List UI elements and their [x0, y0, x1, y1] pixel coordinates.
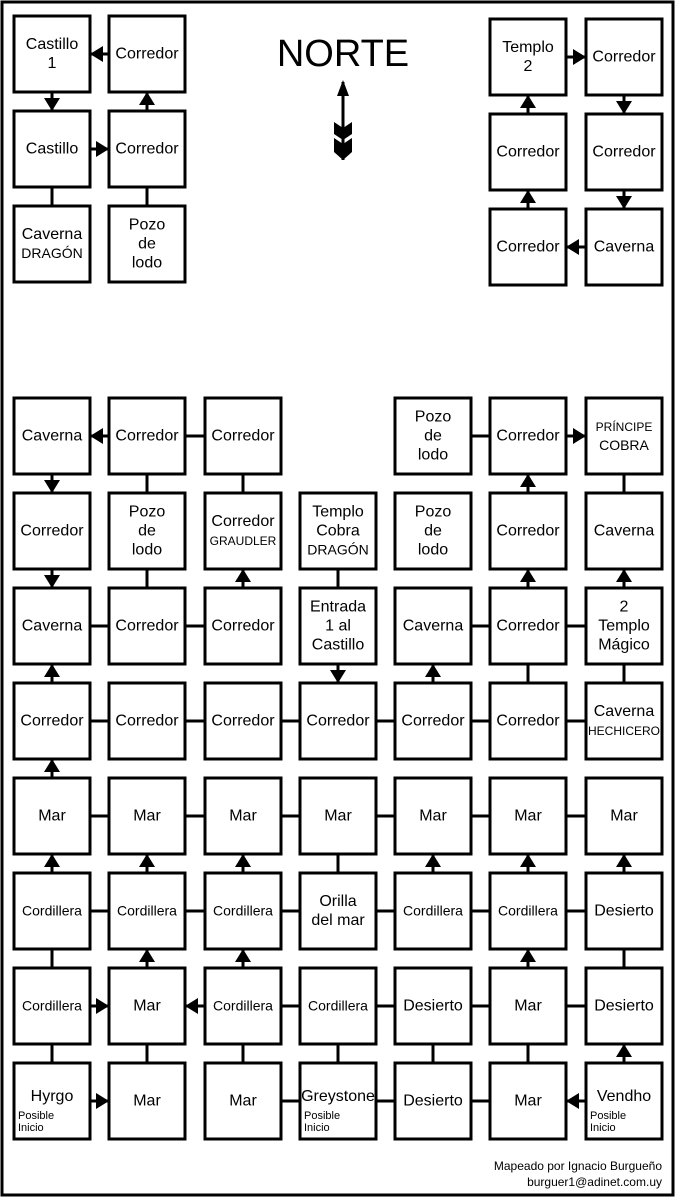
room-label: Pozo [414, 408, 452, 426]
room-r3c3 [205, 588, 281, 664]
room-r7c7 [586, 968, 662, 1044]
room-label: Cordillera [308, 997, 368, 1014]
room-label: Mar [133, 1092, 161, 1110]
room-r1c2 [109, 398, 185, 474]
room-label: de [424, 522, 442, 540]
room-label: Corredor [20, 522, 84, 540]
room-label: Corredor [496, 143, 560, 161]
room-label: Mar [324, 807, 352, 825]
room-label: Mar [229, 1092, 257, 1110]
room-cav-a [586, 209, 662, 285]
room-label: 2 [523, 58, 533, 75]
room-r3c5 [395, 588, 471, 664]
room-corr-a [109, 16, 185, 92]
room-r7c5 [395, 968, 471, 1044]
room-label: Castillo [311, 636, 365, 654]
room-label: Cordillera [213, 997, 273, 1014]
room-r8c7 [586, 1063, 662, 1139]
room-label: Corredor [592, 143, 656, 161]
room-r1c3 [205, 398, 281, 474]
credit-email: burguer1@adinet.com.uy [527, 1175, 662, 1189]
room-r2c5 [395, 493, 471, 569]
room-r5c3 [205, 778, 281, 854]
room-r8c1 [14, 1063, 90, 1139]
room-r7c3 [205, 968, 281, 1044]
room-box [14, 206, 90, 282]
room-label: Caverna [593, 522, 655, 540]
room-label: Mar [133, 807, 161, 825]
room-r6c1 [14, 873, 90, 949]
room-label: Cordillera [22, 997, 82, 1014]
room-r8c6 [490, 1063, 566, 1139]
room-label: Cordillera [213, 902, 273, 919]
room-label: Pozo [128, 216, 166, 234]
room-label: Mar [514, 807, 542, 825]
north-label: NORTE [276, 33, 410, 75]
room-r3c1 [14, 588, 90, 664]
room-label: Templo [312, 503, 364, 521]
room-r8c4 [300, 1063, 376, 1139]
room-note: Posible [304, 1110, 341, 1122]
room-box [14, 16, 90, 92]
room-r1c6 [490, 398, 566, 474]
room-label: Pozo [414, 503, 452, 521]
room-label: Corredor [496, 617, 560, 635]
room-corr-b [109, 111, 185, 187]
room-r4c2 [109, 683, 185, 759]
room-r8c2 [109, 1063, 185, 1139]
room-label: Mar [133, 997, 161, 1015]
room-label: Templo [598, 617, 650, 635]
room-label: Mágico [598, 636, 650, 654]
room-r1c1 [14, 398, 90, 474]
room-label: lodo [417, 541, 449, 559]
room-label: de [138, 235, 156, 253]
room-label: de [138, 522, 156, 540]
room-label: Templo [502, 39, 554, 56]
room-note: Inicio [304, 1122, 330, 1134]
room-r7c6 [490, 968, 566, 1044]
room-label: Castillo [25, 36, 79, 53]
credit-author: Mapeado por Ignacio Burgueño [493, 1159, 662, 1173]
room-note: Inicio [18, 1122, 44, 1134]
room-corr-f [490, 209, 566, 285]
room-label: Desierto [594, 902, 654, 920]
room-note: Inicio [590, 1122, 616, 1134]
room-r8c5 [395, 1063, 471, 1139]
room-label: de [424, 427, 442, 445]
room-corr-c [586, 19, 662, 95]
room-label: COBRA [599, 437, 649, 453]
room-corr-e [586, 114, 662, 190]
room-r6c7 [586, 873, 662, 949]
room-label: Corredor [115, 712, 179, 730]
room-label: Corredor [115, 140, 179, 158]
room-r5c5 [395, 778, 471, 854]
room-label: Mar [38, 807, 66, 825]
room-r4c1 [14, 683, 90, 759]
room-box [490, 19, 566, 95]
room-castillo [14, 111, 90, 187]
room-label: Castillo [25, 140, 79, 158]
room-box [205, 493, 281, 569]
room-r8c3 [205, 1063, 281, 1139]
room-label: DRAGÓN [307, 541, 369, 558]
room-castillo1 [14, 16, 90, 92]
room-label: Corredor [496, 427, 560, 445]
room-label: Corredor [211, 712, 275, 730]
room-label: Orilla [319, 893, 357, 910]
room-label: Desierto [594, 997, 654, 1015]
room-r4c6 [490, 683, 566, 759]
room-label: 1 [47, 55, 57, 72]
room-label: Corredor [115, 427, 179, 445]
room-label: Corredor [496, 712, 560, 730]
room-label: Caverna [593, 238, 655, 256]
room-label: Desierto [403, 1092, 463, 1110]
room-r4c3 [205, 683, 281, 759]
room-label: Corredor [306, 712, 370, 730]
room-box [586, 398, 662, 474]
room-label: GRAUDLER [209, 534, 277, 548]
room-r7c1 [14, 968, 90, 1044]
room-r6c2 [109, 873, 185, 949]
room-label: Caverna [593, 703, 655, 720]
room-label: Corredor [211, 617, 275, 635]
room-label: Caverna [21, 427, 83, 445]
room-r3c2 [109, 588, 185, 664]
room-box [586, 683, 662, 759]
room-r3c4 [300, 588, 376, 664]
room-label: Entrada [309, 598, 367, 616]
room-note: Posible [590, 1110, 627, 1122]
room-label: del mar [311, 912, 365, 929]
room-label: Caverna [402, 617, 464, 635]
room-label: Corredor [496, 522, 560, 540]
room-label: lodo [131, 254, 163, 272]
room-label: Corredor [20, 712, 84, 730]
room-label: lodo [417, 446, 449, 464]
room-label: Corredor [211, 427, 275, 445]
room-r5c7 [586, 778, 662, 854]
room-label: HECHICERO [587, 724, 661, 738]
room-label: Desierto [403, 997, 463, 1015]
room-r6c5 [395, 873, 471, 949]
room-label: lodo [131, 541, 163, 559]
room-label: Greystone [301, 1088, 375, 1105]
room-label: Cordillera [403, 902, 463, 919]
room-r2c6 [490, 493, 566, 569]
room-cav-dragon [14, 206, 90, 282]
room-label: Cordillera [117, 902, 177, 919]
room-label: Corredor [115, 617, 179, 635]
room-r3c7 [586, 588, 662, 664]
room-label: Mar [514, 997, 542, 1015]
room-r1c5 [395, 398, 471, 474]
room-r5c2 [109, 778, 185, 854]
room-r1c7 [586, 398, 662, 474]
room-corr-d [490, 114, 566, 190]
room-label: Caverna [21, 617, 83, 635]
room-r4c7 [586, 683, 662, 759]
room-label: Mar [610, 807, 638, 825]
room-box [300, 873, 376, 949]
room-r6c4 [300, 873, 376, 949]
room-r6c6 [490, 873, 566, 949]
room-templo2 [490, 19, 566, 95]
room-label: Cobra [316, 522, 360, 540]
room-r2c2 [109, 493, 185, 569]
room-label: Mar [419, 807, 447, 825]
room-label: PRÍNCIPE [595, 420, 653, 434]
room-label: 1 al [325, 617, 351, 635]
room-label: Cordillera [498, 902, 558, 919]
room-label: Mar [514, 1092, 542, 1110]
room-label: Corredor [592, 48, 656, 66]
room-label: Corredor [496, 238, 560, 256]
room-r2c3 [205, 493, 281, 569]
room-r4c4 [300, 683, 376, 759]
room-label: Cordillera [22, 902, 82, 919]
room-label: 2 [619, 598, 629, 616]
room-r2c4 [300, 493, 376, 569]
room-label: Pozo [128, 503, 166, 521]
room-r2c7 [586, 493, 662, 569]
room-pozo-a [109, 206, 185, 282]
room-r7c2 [109, 968, 185, 1044]
room-r4c5 [395, 683, 471, 759]
room-label: DRAGÓN [21, 245, 83, 261]
room-label: Caverna [21, 226, 83, 243]
room-r3c6 [490, 588, 566, 664]
room-label: Corredor [115, 45, 179, 63]
room-note: Posible [18, 1110, 55, 1122]
room-label: Mar [229, 807, 257, 825]
room-label: Corredor [211, 513, 275, 530]
room-r5c4 [300, 778, 376, 854]
room-label: Corredor [401, 712, 465, 730]
room-label: Hyrgo [30, 1088, 74, 1105]
room-r7c4 [300, 968, 376, 1044]
room-r5c1 [14, 778, 90, 854]
room-r6c3 [205, 873, 281, 949]
room-r2c1 [14, 493, 90, 569]
room-label: Vendho [596, 1088, 652, 1105]
room-r5c6 [490, 778, 566, 854]
